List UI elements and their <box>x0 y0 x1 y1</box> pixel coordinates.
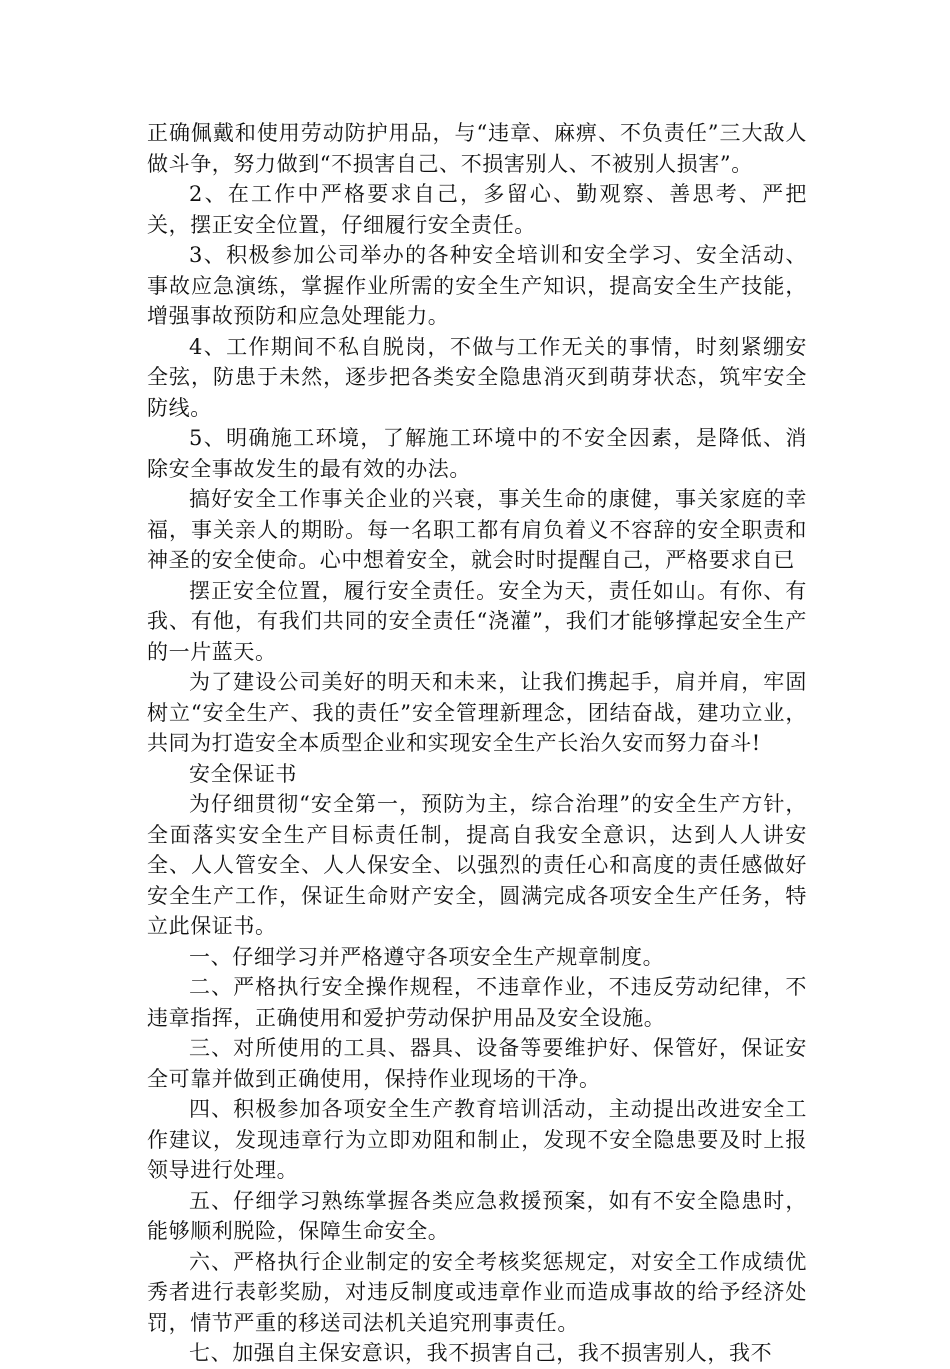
paragraph-item-4: 4、工作期间不私自脱岗，不做与工作无关的事情，时刻紧绷安全弦，防患于未然，逐步把各类安全隐患消灭到萌芽状态，筑牢安全防线。 <box>147 334 807 420</box>
pledge-item-1: 一、仔细学习并严格遵守各项安全生产规章制度。 <box>189 944 665 969</box>
pledge-item-5: 五、仔细学习熟练掌握各类应急救援预案，如有不安全隐患时，能够顺利脱险，保障生命安全。 <box>147 1188 807 1243</box>
pledge-item-4: 四、积极参加各项安全生产教育培训活动，主动提出改进安全工作建议，发现违章行为立即劝阻和制止，发现不安全隐患要及时上报领导进行处理。 <box>147 1097 807 1182</box>
paragraph-item-2: 2、在工作中严格要求自己，多留心、勤观察、善思考、严把关，摆正安全位置，仔细履行安全责任。 <box>147 182 807 237</box>
paragraph-item-3: 3、积极参加公司举办的各种安全培训和安全学习、安全活动、事故应急演练，掌握作业所需的安全生产知识，提高安全生产技能，增强事故预防和应急处理能力。 <box>147 243 807 328</box>
paragraph-safety-responsibility: 摆正安全位置，履行安全责任。安全为天，责任如山。有你、有我、有他，有我们共同的安全责任“浇灌”，我们才能够撑起安全生产的一片蓝天。 <box>147 578 807 664</box>
document-body <box>147 118 807 1369</box>
pledge-item-7: 七、加强自主保安意识，我不损害自己，我不损害别人，我不 <box>189 1341 773 1365</box>
paragraph-pledge-intro: 为仔细贯彻“安全第一，预防为主，综合治理”的安全生产方针，全面落实安全生产目标责任制，提高自我安全意识，达到人人讲安全、人人管安全、人人保安全、以强烈的责任心和高度的责任感做好安全生产工作，保证生命财产安全，圆满完成各项安全生产任务，特立此保证书。 <box>147 792 807 938</box>
pledge-item-6: 六、严格执行企业制定的安全考核奖惩规定，对安全工作成绩优秀者进行表彰奖励，对违反制度或违章作业而造成事故的给予经济处罚，情节严重的移送司法机关追究刑事责任。 <box>147 1249 807 1335</box>
paragraph-call-to-action: 为了建设公司美好的明天和未来，让我们携起手，肩并肩，牢固树立“安全生产、我的责任”安全管理新理念，团结奋战，建功立业，共同为打造安全本质型企业和实现安全生产长治久安而努力奋斗! <box>147 670 807 755</box>
paragraph-protective-equipment: 正确佩戴和使用劳动防护用品，与“违章、麻痹、不负责任”三大敌人做斗争，努力做到“不损害自己、不损害别人、不被别人损害”。 <box>147 121 807 176</box>
pledge-item-2: 二、严格执行安全操作规程，不违章作业，不违反劳动纪律，不违章指挥，正确使用和爱护劳动保护用品及安全设施。 <box>147 975 807 1030</box>
paragraph-item-5: 5、明确施工环境，了解施工环境中的不安全因素，是降低、消除安全事故发生的最有效的办法。 <box>147 426 807 481</box>
paragraph-safety-importance: 搞好安全工作事关企业的兴衰，事关生命的康健，事关家庭的幸福，事关亲人的期盼。每一名职工都有肩负着义不容辞的安全职责和神圣的安全使命。心中想着安全，就会时时提醒自己，严格要求自已 <box>147 487 807 572</box>
pledge-item-3: 三、对所使用的工具、器具、设备等要维护好、保管好，保证安全可靠并做到正确使用，保持作业现场的干净。 <box>147 1036 807 1091</box>
section-heading-safety-pledge: 安全保证书 <box>189 761 297 786</box>
